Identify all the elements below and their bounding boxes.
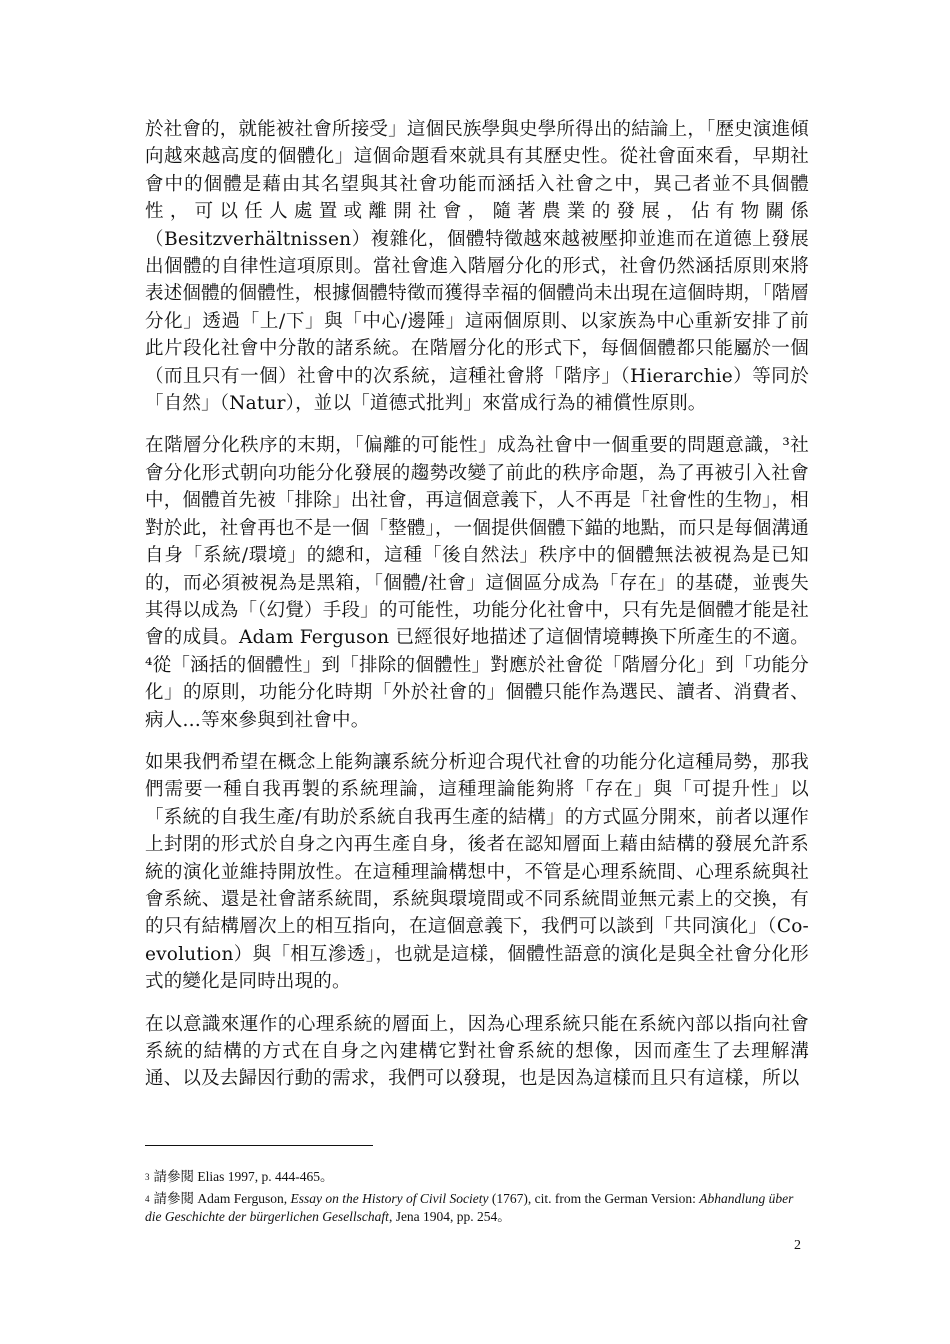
footnote-text-end: , Jena 1904, pp. 254。 xyxy=(388,1209,511,1224)
body-text xyxy=(145,116,809,1108)
footnote-number: 3 xyxy=(145,1172,150,1182)
book-title-german: Abhandlung über die Geschichte der bürgerlichen Gesellschaft xyxy=(145,1190,794,1224)
footnote-text: 請參閱 Elias 1997, p. 444-465。 xyxy=(153,1169,334,1184)
paragraph-4: 在以意識來運作的心理系統的層面上，因為心理系統只能在系統內部以指向社會系統的結構的方式在自身之內建構它對社會系統的想像，因而產生了去理解溝通、以及去歸因行動的需求，我們可以發現，也是因為這樣而且只有這樣，所以 xyxy=(145,1013,809,1090)
paragraph-3: 如果我們希望在概念上能夠讓系統分析迎合現代社會的功能分化這種局勢，那我們需要一種自我再製的系統理論，這種理論能夠將「存在」與「可提升性」以「系統的自我生產/有助於系統自我再生產的結構」的方式區分開來，前者以運作上封閉的形式於自身之內再生產自身，後者在認知層面上藉由結構的發展允許系統的演化並維持開放性。在這種理論構想中，不管是心理系統間、心理系統與社會系統、還是社會諸系統間，系統與環境間或不同系統間並無元素上的交換，有的只有結構層次上的相互指向，在這個意義下，我們可以談到「共同演化」（Co-evolution）與「相互滲透」，也就是這樣，個體性語意的演化是與全社會分化形式的變化是同時出現的。 xyxy=(145,751,809,993)
footnotes xyxy=(145,1168,809,1229)
paragraph-2: 在階層分化秩序的末期，「偏離的可能性」成為社會中一個重要的問題意識，³社會分化形式朝向功能分化發展的趨勢改變了前此的秩序命題，為了再被引入社會中，個體首先被「排除」出社會，再這個意義下，人不再是「社會性的生物」，相對於此，社會再也不是一個「整體」，一個提供個體下錨的地點，而只是每個溝通自身「系統/環境」的總和，這種「後自然法」秩序中的個體無法被視為是已知的，而必須被視為是黑箱，「個體/社會」這個區分成為「存在」的基礎，並喪失其得以成為「（幻覺）手段」的可能性，功能分化社會中，只有先是個體才能是社會的成員。Adam Ferguson 已經很好地描述了這個情境轉換下所產生的不適。⁴從「涵括的個體性」到「排除的個體性」對應於社會從「階層分化」到「功能分化」的原則，功能分化時期「外於社會的」個體只能作為選民、讀者、消費者、病人…等來參與到社會中。 xyxy=(145,435,809,731)
paragraph-1: 於社會的，就能被社會所接受」這個民族學與史學所得出的結論上，「歷史演進傾向越來越高度的個體化」這個命題看來就具有其歷史性。從社會面來看，早期社會中的個體是藉由其名望與其社會功能而涵括入社會之中，異己者並不具個體性，可以任人處置或離開社會，隨著農業的發展，佔有物關係（Besitzverhältnissen）複雜化，個體特徵越來越被壓抑並進而在道德上發展出個體的自律性這項原則。當社會進入階層分化的形式，社會仍然涵括原則來將表述個體的個體性，根據個體特徵而獲得幸福的個體尚未出現在這個時期，「階層分化」透過「上/下」與「中心/邊陲」這兩個原則、以家族為中心重新安排了前此片段化社會中分散的諸系統。在階層分化的形式下，每個個體都只能屬於一個（而且只有一個）社會中的次系統，這種社會將「階序」（Hierarchie）等同於「自然」（Natur），並以「道德式批判」來當成行為的補償性原則。 xyxy=(145,119,809,415)
footnote-3 xyxy=(145,1168,809,1187)
footnote-4 xyxy=(145,1190,809,1226)
book-title-english: Essay on the History of Civil Society xyxy=(290,1190,489,1206)
footnote-number: 4 xyxy=(145,1193,150,1204)
page-number: 2 xyxy=(794,1238,801,1253)
footnote-separator xyxy=(145,1145,373,1146)
footnote-text-mid: (1767), cit. from the German Version: xyxy=(488,1190,700,1206)
footnote-text: 請參閱 Adam Ferguson, xyxy=(153,1190,291,1206)
